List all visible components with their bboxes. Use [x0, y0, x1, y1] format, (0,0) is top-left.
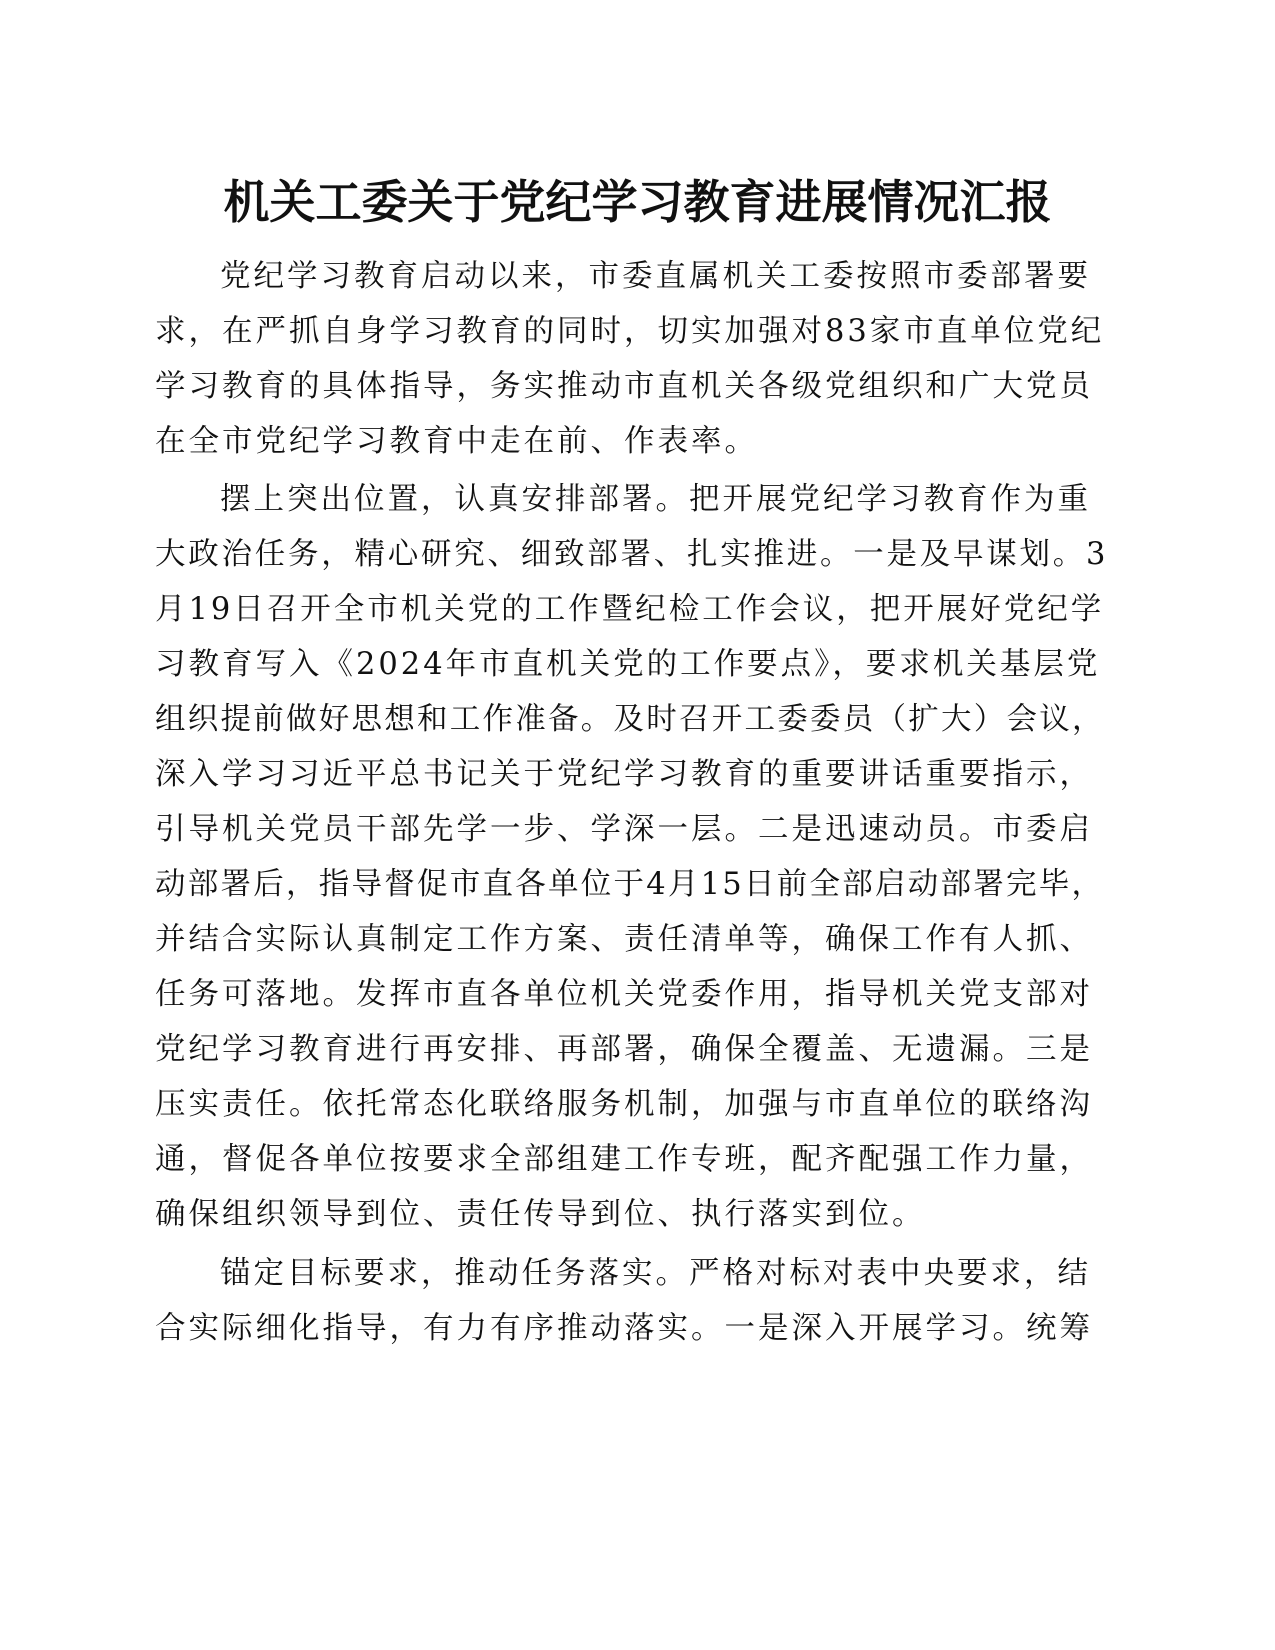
paragraph-line: 习教育写入《2024年市直机关党的工作要点》，要求机关基层党: [155, 647, 1101, 682]
paragraph-line: 动部署后，指导督促市直各单位于4月15日前全部启动部署完毕，: [155, 867, 1105, 902]
paragraph-line: 任务可落地。发挥市直各单位机关党委作用，指导机关党支部对: [155, 977, 1093, 1012]
paragraph-line: 组织提前做好思想和工作准备。及时召开工委委员（扩大）会议，: [155, 702, 1105, 737]
paragraph-line: 合实际细化指导，有力有序推动落实。一是深入开展学习。统筹: [155, 1311, 1093, 1346]
paragraph-line: 压实责任。依托常态化联络服务机制，加强与市直单位的联络沟: [155, 1087, 1093, 1122]
paragraph-line: 并结合实际认真制定工作方案、责任清单等，确保工作有人抓、: [155, 922, 1093, 957]
paragraph-line: 锚定目标要求，推动任务落实。严格对标对表中央要求，结: [220, 1256, 1091, 1291]
paragraph-line: 通，督促各单位按要求全部组建工作专班，配齐配强工作力量，: [155, 1142, 1093, 1177]
page-title: 机关工委关于党纪学习教育进展情况汇报: [223, 175, 1052, 229]
paragraph-line: 党纪学习教育启动以来，市委直属机关工委按照市委部署要: [220, 259, 1091, 294]
paragraph-line: 党纪学习教育进行再安排、再部署，确保全覆盖、无遗漏。三是: [155, 1032, 1093, 1067]
paragraph-line: 引导机关党员干部先学一步、学深一层。二是迅速动员。市委启: [155, 812, 1093, 847]
paragraph-line: 摆上突出位置，认真安排部署。把开展党纪学习教育作为重: [220, 482, 1091, 517]
paragraph-line: 学习教育的具体指导，务实推动市直机关各级党组织和广大党员: [155, 369, 1093, 404]
paragraph-line: 求，在严抓自身学习教育的同时，切实加强对83家市直单位党纪: [155, 314, 1105, 349]
paragraph-line: 在全市党纪学习教育中走在前、作表率。: [155, 424, 758, 459]
paragraph-line: 确保组织领导到位、责任传导到位、执行落实到位。: [155, 1197, 926, 1232]
paragraph-line: 月19日召开全市机关党的工作暨纪检工作会议，把开展好党纪学: [155, 592, 1105, 627]
paragraph-line: 大政治任务，精心研究、细致部署、扎实推进。一是及早谋划。3: [155, 537, 1109, 572]
paragraph-line: 深入学习习近平总书记关于党纪学习教育的重要讲话重要指示，: [155, 757, 1093, 792]
